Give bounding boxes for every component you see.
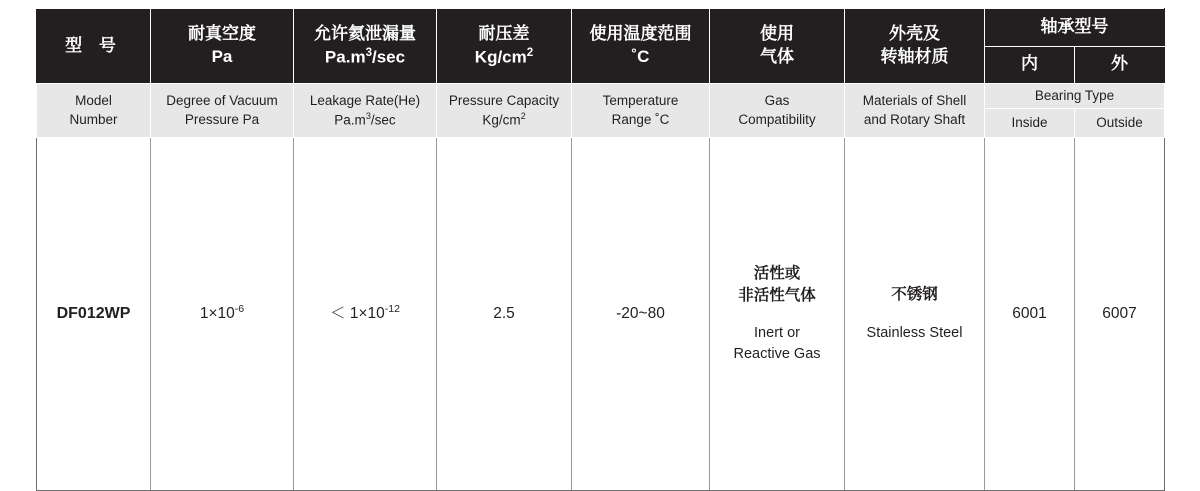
cell-gas-en-line1: Inert or [754,325,800,342]
header-temperature-cn-main: 使用温度范围 [589,24,692,44]
header-vacuum-cn-main: 耐真空度 [188,24,256,44]
header-model-en-sub: Number [69,111,118,127]
spec-sheet [0,8,1200,486]
cell-model-number: DF012WP [37,138,151,491]
header-leakage-cn-sub: $Pa.m^3/\sec$ [324,46,406,67]
header-cell-material-en [845,84,985,138]
header-pressure-cn-main: 耐压差 [478,23,530,43]
header-cell-bearing-inside-en: Inside [985,109,1075,138]
table-row [37,138,1165,491]
header-row-chinese [37,9,1165,47]
header-cell-bearing-group-cn: 轴承型号 [985,9,1165,47]
header-gas-cn-main: 使用 [760,24,794,44]
header-vacuum-en-sub: Pressure Pa [184,111,260,127]
cell-temperature-range: -20~80 [572,138,710,491]
header-material-cn-sub: 转轴材质 [880,47,949,66]
cell-vacuum-exponent: -6 [234,303,245,316]
header-cell-material-cn [845,9,985,84]
cell-gas-compatibility [710,138,845,491]
header-pressure-en-main: Pressure Capacity [448,92,560,108]
spacer [849,307,980,323]
cell-leakage-prefix: ＜ [330,305,346,323]
header-cell-temperature-cn [572,9,710,84]
header-material-en-sub: and Rotary Shaft [863,111,966,127]
header-cell-leakage-cn [294,9,437,84]
cell-degree-of-vacuum [151,138,294,491]
cell-material-en: Stainless Steel [866,324,963,341]
header-leakage-cn-main: 允许氦泄漏量 [314,23,416,43]
header-pressure-en-sub: $Kg/cm^2$ [482,110,526,128]
header-temperature-cn-sub: ˚C [631,47,650,66]
header-cell-leakage-en [294,84,437,138]
header-row-english [37,84,1165,109]
cell-gas-en-line2: Reactive Gas [733,346,821,363]
header-temperature-en-main: Temperature [602,93,679,109]
header-cell-gas-en [710,84,845,138]
header-cell-bearing-outside-en: Outside [1075,109,1165,138]
header-cell-pressure-en [437,84,572,138]
cell-gas-cn-line2: 非活性气体 [738,286,816,304]
cell-material-cn: 不锈钢 [891,286,938,304]
header-material-cn-main: 外壳及 [889,24,940,44]
header-cell-model-cn [37,9,151,84]
header-vacuum-cn-sub: Pa [211,47,233,66]
header-model-cn-main: 型 号 [65,35,122,55]
cell-materials [845,138,985,491]
header-cell-model-en [37,84,151,138]
header-model-en-main: Model [75,93,112,109]
header-temperature-en-sub: Range ˚C [611,111,670,127]
header-cell-bearing-outside-cn: 外 [1075,46,1165,84]
header-cell-gas-cn [710,9,845,84]
cell-bearing-inside: 6001 [985,138,1075,491]
specification-table [36,8,1165,491]
header-pressure-cn-sub: $Kg/cm^2$ [474,46,534,67]
header-cell-pressure-cn [437,9,572,84]
header-leakage-en-sub: $Pa.m^3/\sec$ [334,110,396,128]
cell-pressure-capacity: 2.5 [437,138,572,491]
cell-leakage-rate [294,138,437,491]
header-cell-vacuum-en [151,84,294,138]
header-gas-en-sub: Compatibility [738,111,816,127]
header-cell-vacuum-cn [151,9,294,84]
header-cell-bearing-group-en: Bearing Type [985,84,1165,109]
header-cell-bearing-inside-cn: 内 [985,46,1075,84]
cell-leakage-exponent: -12 [384,303,400,316]
cell-leakage-base: 1×10 [349,305,385,323]
spacer [714,307,840,323]
cell-bearing-outside: 6007 [1075,138,1165,491]
header-leakage-en-main: Leakage Rate(He) [309,92,421,108]
cell-vacuum-base: 1×10 [199,305,235,323]
header-material-en-main: Materials of Shell [862,93,967,109]
header-gas-en-main: Gas [764,93,790,109]
header-vacuum-en-main: Degree of Vacuum [166,93,278,109]
cell-gas-cn-line1: 活性或 [753,264,801,282]
header-cell-temperature-en [572,84,710,138]
header-gas-cn-sub: 气体 [760,47,794,66]
